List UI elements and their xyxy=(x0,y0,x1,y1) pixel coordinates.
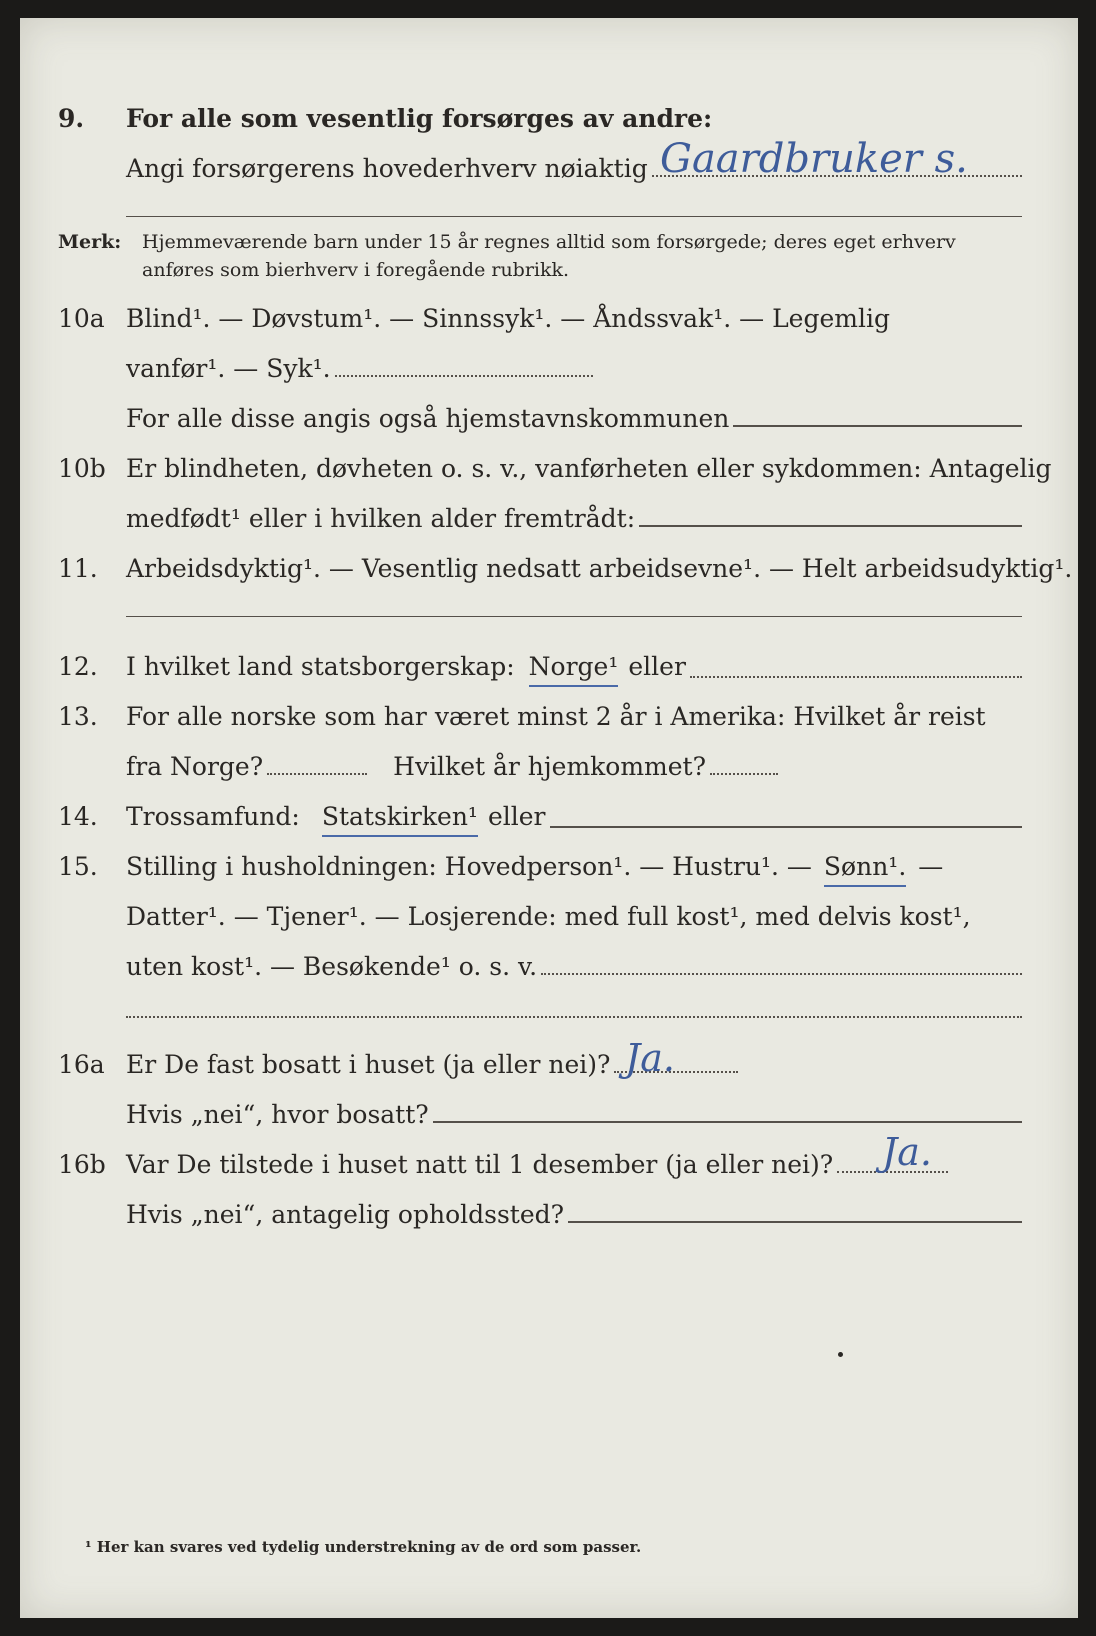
q12-norge-underlined: Norge¹ xyxy=(529,650,619,687)
q10a-field-2 xyxy=(126,352,593,386)
q10a-field-3 xyxy=(126,402,1022,436)
q10b-number: 10b xyxy=(58,454,106,483)
q16b-label-2: Hvis „nei“, antagelig opholdssted? xyxy=(126,1200,565,1229)
q12-prefix: I hvilket land statsborgerskap: xyxy=(126,652,515,681)
q15-text-1b: — xyxy=(918,852,944,881)
q10b-answer-line[interactable] xyxy=(639,525,1022,527)
q10a-label-3: For alle disse angis også hjemstavnskommunen xyxy=(126,404,730,433)
q12-field xyxy=(126,650,1022,687)
q10a-text-1: Blind¹. — Døvstum¹. — Sinnssyk¹. — Åndssvak¹. — Legemlig xyxy=(126,304,890,333)
census-form-page xyxy=(20,18,1078,1618)
q16a-residence-line[interactable] xyxy=(433,1121,1022,1123)
q10a-number: 10a xyxy=(58,304,105,333)
q11-text: Arbeidsdyktig¹. — Vesentlig nedsatt arbeidsevne¹. — Helt arbeidsudyktig¹. xyxy=(126,554,1073,583)
q16b-location-line[interactable] xyxy=(568,1221,1022,1223)
q15-answer-line[interactable] xyxy=(541,973,1022,975)
q14-prefix: Trossamfund: xyxy=(126,802,300,831)
q16a-number: 16a xyxy=(58,1050,105,1079)
q14-number: 14. xyxy=(58,802,98,831)
q13-field-2 xyxy=(126,750,778,784)
q15-field-1 xyxy=(126,850,1022,887)
q9-label: Angi forsørgerens hovederhverv nøiaktig xyxy=(126,154,648,183)
q13-label-a: fra Norge? xyxy=(126,752,264,781)
q16b-label-1: Var De tilstede i huset natt til 1 desember (ja eller nei)? xyxy=(126,1150,834,1179)
merk-label: Merk: xyxy=(58,231,122,253)
q13-number: 13. xyxy=(58,702,98,731)
q16b-number: 16b xyxy=(58,1150,106,1179)
footnote: ¹ Her kan svares ved tydelig understrekning av de ord som passer. xyxy=(85,1538,642,1556)
q14-suffix: eller xyxy=(487,802,546,831)
q15-number: 15. xyxy=(58,852,98,881)
q9-number: 9. xyxy=(58,104,85,133)
ink-dot xyxy=(838,1352,843,1357)
q14-answer-line[interactable] xyxy=(550,826,1023,828)
q9-handwritten-answer: Gaardbruker s. xyxy=(660,136,968,182)
q16b-field-2 xyxy=(126,1198,1022,1232)
q9-separator-line xyxy=(126,216,1022,217)
q16b-field-1 xyxy=(126,1148,948,1182)
q16b-handwritten-answer: Ja. xyxy=(882,1130,932,1174)
q16a-handwritten-answer: Ja. xyxy=(625,1036,675,1080)
q15-sonn-underlined: Sønn¹. xyxy=(824,850,906,887)
q15-field-3 xyxy=(126,950,1022,984)
q10b-label-2: medfødt¹ eller i hvilken alder fremtrådt: xyxy=(126,504,636,533)
q12-suffix: eller xyxy=(628,652,686,681)
q14-statskirken-underlined: Statskirken¹ xyxy=(322,800,478,837)
q12-answer-line[interactable] xyxy=(690,676,1022,678)
q16a-label-2: Hvis „nei“, hvor bosatt? xyxy=(126,1100,429,1129)
q10a-municipality-line[interactable] xyxy=(733,425,1022,427)
q13-label-b: Hvilket år hjemkommet? xyxy=(393,752,707,781)
q11-answer-line[interactable] xyxy=(126,616,1022,617)
q15-text-2: Datter¹. — Tjener¹. — Losjerende: med full kost¹, med delvis kost¹, xyxy=(126,902,971,931)
q10a-answer-line[interactable] xyxy=(335,375,593,377)
q12-number: 12. xyxy=(58,652,98,681)
q13-text-1: For alle norske som har været minst 2 år i Amerika: Hvilket år reist xyxy=(126,702,986,731)
q15-label-3: uten kost¹. — Besøkende¹ o. s. v. xyxy=(126,952,538,981)
q10a-label-2: vanfør¹. — Syk¹. xyxy=(126,354,331,383)
merk-text-2: anføres som bierhverv i foregående rubrikk. xyxy=(142,259,570,281)
q10b-text-1: Er blindheten, døvheten o. s. v., vanførheten eller sykdommen: Antagelig xyxy=(126,454,1052,483)
merk-text-1: Hjemmeværende barn under 15 år regnes alltid som forsørgede; deres eget erhverv xyxy=(142,231,956,253)
q13-departure-line[interactable] xyxy=(267,773,367,775)
q9-heading: For alle som vesentlig forsørges av andre: xyxy=(126,104,713,133)
q15-text-1a: Stilling i husholdningen: Hovedperson¹. — Hustru¹. — xyxy=(126,852,812,881)
q11-number: 11. xyxy=(58,554,98,583)
q14-field xyxy=(126,800,1022,837)
q16a-field-2 xyxy=(126,1098,1022,1132)
q15-extra-line[interactable] xyxy=(126,1016,1022,1018)
q10b-field-2 xyxy=(126,502,1022,536)
q16a-label-1: Er De fast bosatt i huset (ja eller nei)? xyxy=(126,1050,611,1079)
q13-return-line[interactable] xyxy=(710,773,778,775)
